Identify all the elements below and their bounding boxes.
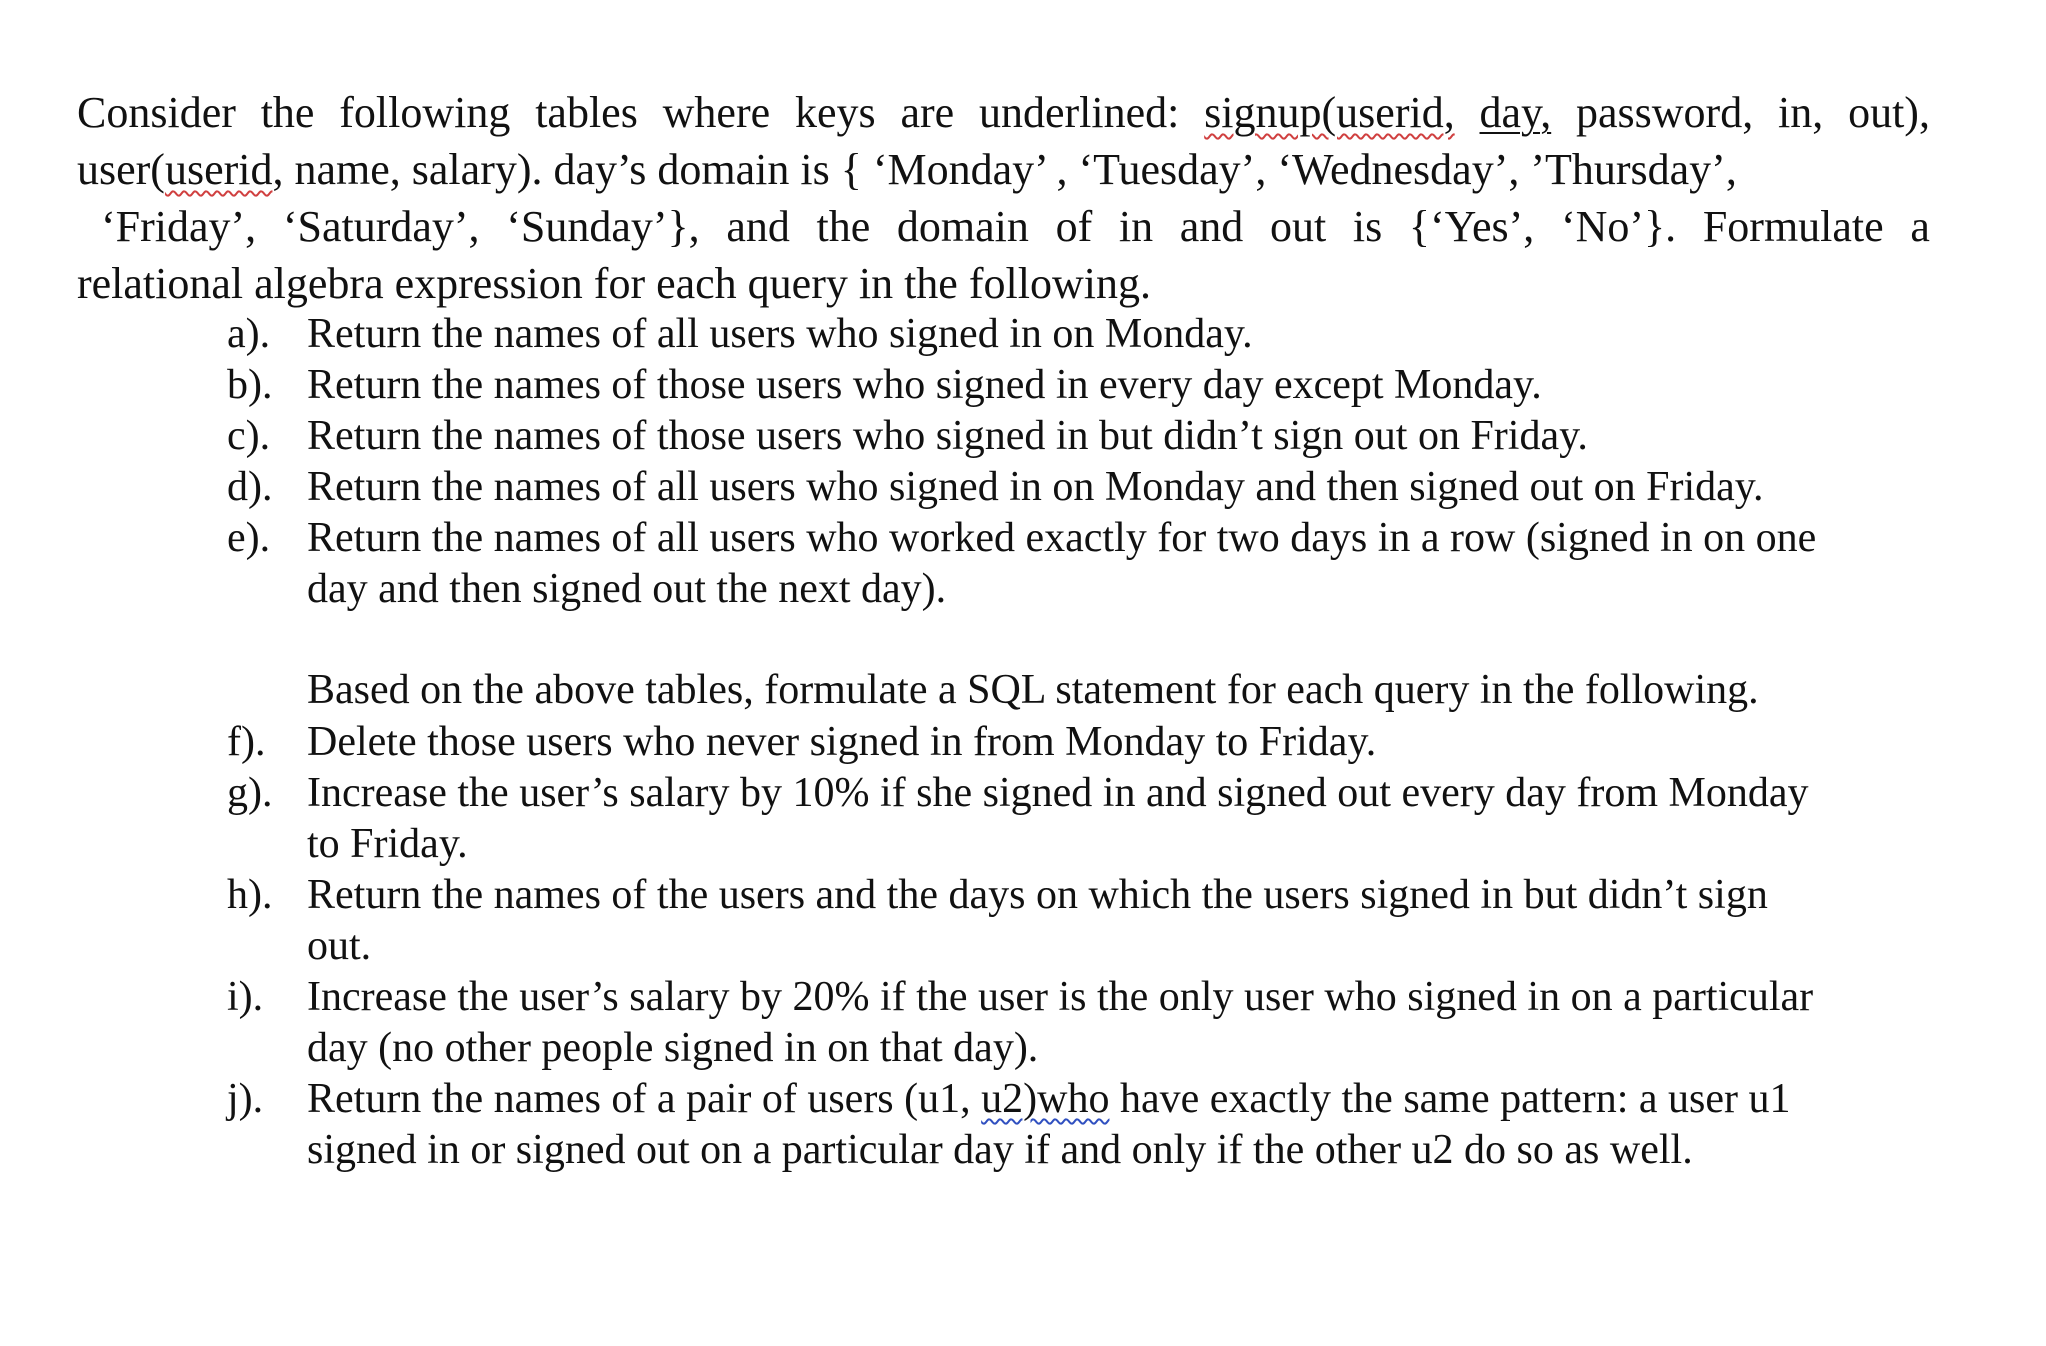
item-marker: d).: [227, 464, 273, 510]
item-marker: j).: [227, 1076, 264, 1122]
intro-word: the: [260, 88, 315, 137]
item-line: to Friday.: [307, 821, 468, 867]
intro-word: of: [1055, 202, 1093, 251]
intro-word: is: [1352, 202, 1383, 251]
intro-word: are: [900, 88, 955, 137]
item-marker: g).: [227, 770, 273, 816]
item-marker: b).: [227, 362, 273, 408]
intro-word: out: [1269, 202, 1327, 251]
intro-line-4: relational algebra expression for each query in the following.: [77, 259, 1151, 308]
item-marker: e).: [227, 515, 271, 561]
intro-word: and: [1179, 202, 1244, 251]
item-marker: i).: [227, 974, 264, 1020]
item-text: [307, 768, 1932, 870]
intro-word: keys: [794, 88, 876, 137]
item-marker: a).: [227, 311, 271, 357]
intro-word: domain: [896, 202, 1029, 251]
item-line: Return the names of those users who signed in every day except Monday.: [307, 362, 1542, 408]
sql-section-heading: Based on the above tables, formulate a SQL statement for each query in the following.: [307, 667, 1759, 713]
intro-word: in: [1118, 202, 1154, 251]
intro-line-3: [77, 198, 1930, 255]
item-text: [307, 870, 1932, 972]
item-text: [307, 513, 1932, 615]
intro-line-2-text: , name, salary). day’s domain is { ‘Monday’ , ‘Tuesday’, ‘Wednesday’, ’Thursday’,: [272, 145, 1737, 194]
user-userid-key: userid: [164, 145, 273, 194]
grammar-flagged-word: u2)who: [981, 1076, 1110, 1122]
intro-word: where: [662, 88, 771, 137]
intro-word: following: [339, 88, 511, 137]
item-text: [307, 309, 1932, 360]
intro-word: ‘No’}.: [1560, 202, 1677, 251]
signup-table-key: signup(userid,: [1204, 88, 1455, 137]
item-line: day and then signed out the next day).: [307, 566, 947, 612]
signup-day-key: day,: [1479, 88, 1552, 137]
item-line-segment: have exactly the same pattern: a user u1: [1119, 1076, 1791, 1122]
item-line: Delete those users who never signed in from Monday to Friday.: [307, 719, 1377, 765]
intro-word: ‘Sunday’},: [506, 202, 700, 251]
intro-word: Consider: [77, 88, 236, 137]
item-line: Return the names of the users and the days on which the users signed in but didn’t sign: [307, 872, 1768, 918]
intro-word: {‘Yes’,: [1408, 202, 1535, 251]
intro-paragraph: [77, 84, 1930, 312]
item-marker: c).: [227, 413, 271, 459]
item-text: [307, 462, 1932, 513]
item-line: Return the names of all users who signed in on Monday and then signed out on Friday.: [307, 464, 1764, 510]
intro-line-1: [77, 84, 1930, 141]
intro-line-2: [77, 141, 1930, 198]
intro-word: ‘Saturday’,: [282, 202, 480, 251]
item-line: out.: [307, 923, 372, 969]
item-line: Return the names of all users who signed in on Monday.: [307, 311, 1253, 357]
item-line: Increase the user’s salary by 20% if the user is the only user who signed in on a particular: [307, 974, 1814, 1020]
item-text: [307, 972, 1932, 1074]
item-line: [307, 1074, 1932, 1125]
intro-word: and: [726, 202, 790, 251]
item-line: signed in or signed out on a particular day if and only if the other u2 do so as well.: [307, 1127, 1693, 1173]
item-text: [307, 1074, 1932, 1176]
user-table-name: user(: [77, 145, 165, 194]
item-text: [307, 717, 1932, 768]
intro-word: tables: [535, 88, 638, 137]
item-text: [307, 411, 1932, 462]
intro-word: underlined:: [978, 88, 1180, 137]
intro-word: password,: [1576, 88, 1754, 137]
item-line-segment: Return the names of a pair of users (u1,: [307, 1076, 971, 1122]
intro-word: a: [1910, 202, 1930, 251]
item-line: Return the names of those users who signed in but didn’t sign out on Friday.: [307, 413, 1588, 459]
intro-word: Formulate: [1702, 202, 1884, 251]
item-marker: f).: [227, 719, 266, 765]
intro-word: out),: [1848, 88, 1930, 137]
item-line: day (no other people signed in on that day).: [307, 1025, 1039, 1071]
intro-word: the: [816, 202, 871, 251]
item-marker: h).: [227, 872, 273, 918]
intro-word: ‘Friday’,: [101, 202, 257, 251]
item-text: [307, 360, 1932, 411]
item-line: Return the names of all users who worked exactly for two days in a row (signed in on one: [307, 515, 1817, 561]
item-line: Increase the user’s salary by 10% if she signed in and signed out every day from Monday: [307, 770, 1809, 816]
intro-word: in,: [1778, 88, 1824, 137]
